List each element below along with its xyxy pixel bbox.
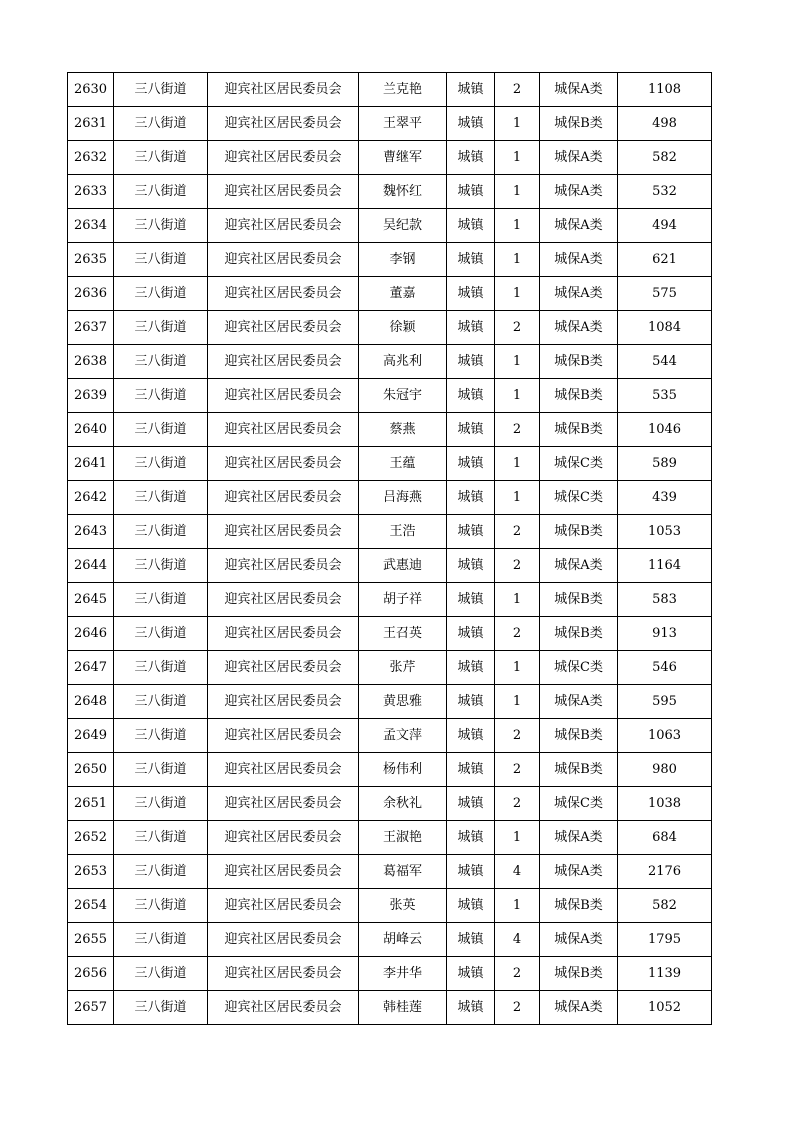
household-type-cell: 城镇 (447, 379, 495, 413)
row-number-cell: 2646 (68, 617, 114, 651)
row-number-cell: 2640 (68, 413, 114, 447)
name-cell: 武惠迪 (359, 549, 447, 583)
household-type-cell: 城镇 (447, 141, 495, 175)
name-cell: 吴纪款 (359, 209, 447, 243)
name-cell: 蔡燕 (359, 413, 447, 447)
amount-cell: 498 (618, 107, 712, 141)
household-type-cell: 城镇 (447, 923, 495, 957)
table-row (68, 923, 712, 957)
name-cell: 孟文萍 (359, 719, 447, 753)
amount-cell: 1084 (618, 311, 712, 345)
category-cell: 城保A类 (540, 549, 618, 583)
household-type-cell: 城镇 (447, 413, 495, 447)
community-cell: 迎宾社区居民委员会 (208, 719, 359, 753)
category-cell: 城保B类 (540, 515, 618, 549)
category-cell: 城保A类 (540, 243, 618, 277)
amount-cell: 595 (618, 685, 712, 719)
household-type-cell: 城镇 (447, 685, 495, 719)
person-count-cell: 1 (495, 821, 540, 855)
household-type-cell: 城镇 (447, 719, 495, 753)
household-type-cell: 城镇 (447, 175, 495, 209)
table-row (68, 243, 712, 277)
street-cell: 三八街道 (114, 345, 208, 379)
table-row (68, 311, 712, 345)
person-count-cell: 1 (495, 481, 540, 515)
name-cell: 胡子祥 (359, 583, 447, 617)
amount-cell: 494 (618, 209, 712, 243)
amount-cell: 2176 (618, 855, 712, 889)
street-cell: 三八街道 (114, 277, 208, 311)
name-cell: 王浩 (359, 515, 447, 549)
name-cell: 高兆利 (359, 345, 447, 379)
name-cell: 韩桂莲 (359, 991, 447, 1025)
table-row (68, 209, 712, 243)
table-row (68, 583, 712, 617)
amount-cell: 621 (618, 243, 712, 277)
household-type-cell: 城镇 (447, 651, 495, 685)
table-row (68, 787, 712, 821)
amount-cell: 589 (618, 447, 712, 481)
name-cell: 王蕴 (359, 447, 447, 481)
community-cell: 迎宾社区居民委员会 (208, 413, 359, 447)
community-cell: 迎宾社区居民委员会 (208, 379, 359, 413)
name-cell: 李井华 (359, 957, 447, 991)
row-number-cell: 2651 (68, 787, 114, 821)
street-cell: 三八街道 (114, 243, 208, 277)
row-number-cell: 2657 (68, 991, 114, 1025)
person-count-cell: 1 (495, 651, 540, 685)
household-type-cell: 城镇 (447, 209, 495, 243)
person-count-cell: 1 (495, 141, 540, 175)
community-cell: 迎宾社区居民委员会 (208, 481, 359, 515)
category-cell: 城保B类 (540, 345, 618, 379)
community-cell: 迎宾社区居民委员会 (208, 821, 359, 855)
person-count-cell: 2 (495, 413, 540, 447)
household-type-cell: 城镇 (447, 345, 495, 379)
person-count-cell: 1 (495, 583, 540, 617)
table-row (68, 73, 712, 107)
street-cell: 三八街道 (114, 515, 208, 549)
category-cell: 城保B类 (540, 617, 618, 651)
street-cell: 三八街道 (114, 175, 208, 209)
person-count-cell: 4 (495, 855, 540, 889)
person-count-cell: 1 (495, 889, 540, 923)
street-cell: 三八街道 (114, 549, 208, 583)
person-count-cell: 2 (495, 753, 540, 787)
street-cell: 三八街道 (114, 379, 208, 413)
household-type-cell: 城镇 (447, 855, 495, 889)
category-cell: 城保B类 (540, 107, 618, 141)
roster-table (67, 72, 712, 1025)
person-count-cell: 2 (495, 311, 540, 345)
community-cell: 迎宾社区居民委员会 (208, 651, 359, 685)
row-number-cell: 2648 (68, 685, 114, 719)
row-number-cell: 2649 (68, 719, 114, 753)
household-type-cell: 城镇 (447, 447, 495, 481)
category-cell: 城保A类 (540, 821, 618, 855)
person-count-cell: 1 (495, 379, 540, 413)
category-cell: 城保B类 (540, 957, 618, 991)
community-cell: 迎宾社区居民委员会 (208, 549, 359, 583)
name-cell: 张英 (359, 889, 447, 923)
community-cell: 迎宾社区居民委员会 (208, 311, 359, 345)
row-number-cell: 2636 (68, 277, 114, 311)
category-cell: 城保B类 (540, 753, 618, 787)
amount-cell: 532 (618, 175, 712, 209)
community-cell: 迎宾社区居民委员会 (208, 787, 359, 821)
row-number-cell: 2643 (68, 515, 114, 549)
amount-cell: 546 (618, 651, 712, 685)
street-cell: 三八街道 (114, 617, 208, 651)
person-count-cell: 2 (495, 719, 540, 753)
person-count-cell: 2 (495, 549, 540, 583)
amount-cell: 535 (618, 379, 712, 413)
community-cell: 迎宾社区居民委员会 (208, 209, 359, 243)
table-row (68, 549, 712, 583)
household-type-cell: 城镇 (447, 821, 495, 855)
name-cell: 胡峰云 (359, 923, 447, 957)
community-cell: 迎宾社区居民委员会 (208, 617, 359, 651)
table-row (68, 651, 712, 685)
table-row (68, 107, 712, 141)
row-number-cell: 2635 (68, 243, 114, 277)
category-cell: 城保A类 (540, 991, 618, 1025)
household-type-cell: 城镇 (447, 957, 495, 991)
category-cell: 城保B类 (540, 413, 618, 447)
row-number-cell: 2639 (68, 379, 114, 413)
amount-cell: 582 (618, 889, 712, 923)
category-cell: 城保C类 (540, 481, 618, 515)
household-type-cell: 城镇 (447, 515, 495, 549)
table-row (68, 617, 712, 651)
street-cell: 三八街道 (114, 413, 208, 447)
table-row (68, 447, 712, 481)
person-count-cell: 2 (495, 787, 540, 821)
community-cell: 迎宾社区居民委员会 (208, 957, 359, 991)
row-number-cell: 2644 (68, 549, 114, 583)
street-cell: 三八街道 (114, 855, 208, 889)
person-count-cell: 1 (495, 447, 540, 481)
name-cell: 张芹 (359, 651, 447, 685)
category-cell: 城保A类 (540, 311, 618, 345)
street-cell: 三八街道 (114, 209, 208, 243)
person-count-cell: 2 (495, 957, 540, 991)
row-number-cell: 2653 (68, 855, 114, 889)
community-cell: 迎宾社区居民委员会 (208, 923, 359, 957)
name-cell: 王淑艳 (359, 821, 447, 855)
community-cell: 迎宾社区居民委员会 (208, 991, 359, 1025)
row-number-cell: 2630 (68, 73, 114, 107)
table-row (68, 481, 712, 515)
amount-cell: 684 (618, 821, 712, 855)
category-cell: 城保A类 (540, 175, 618, 209)
community-cell: 迎宾社区居民委员会 (208, 753, 359, 787)
category-cell: 城保B类 (540, 889, 618, 923)
row-number-cell: 2654 (68, 889, 114, 923)
household-type-cell: 城镇 (447, 549, 495, 583)
row-number-cell: 2633 (68, 175, 114, 209)
category-cell: 城保A类 (540, 685, 618, 719)
name-cell: 魏怀红 (359, 175, 447, 209)
name-cell: 董嘉 (359, 277, 447, 311)
row-number-cell: 2641 (68, 447, 114, 481)
name-cell: 吕海燕 (359, 481, 447, 515)
amount-cell: 583 (618, 583, 712, 617)
table-row (68, 413, 712, 447)
street-cell: 三八街道 (114, 923, 208, 957)
category-cell: 城保A类 (540, 923, 618, 957)
name-cell: 葛福军 (359, 855, 447, 889)
person-count-cell: 1 (495, 209, 540, 243)
street-cell: 三八街道 (114, 753, 208, 787)
table-row (68, 685, 712, 719)
person-count-cell: 2 (495, 617, 540, 651)
table-row (68, 957, 712, 991)
person-count-cell: 1 (495, 685, 540, 719)
street-cell: 三八街道 (114, 889, 208, 923)
household-type-cell: 城镇 (447, 753, 495, 787)
street-cell: 三八街道 (114, 991, 208, 1025)
row-number-cell: 2642 (68, 481, 114, 515)
category-cell: 城保C类 (540, 651, 618, 685)
community-cell: 迎宾社区居民委员会 (208, 447, 359, 481)
street-cell: 三八街道 (114, 821, 208, 855)
street-cell: 三八街道 (114, 73, 208, 107)
household-type-cell: 城镇 (447, 787, 495, 821)
name-cell: 兰克艳 (359, 73, 447, 107)
name-cell: 李钢 (359, 243, 447, 277)
community-cell: 迎宾社区居民委员会 (208, 855, 359, 889)
category-cell: 城保B类 (540, 719, 618, 753)
street-cell: 三八街道 (114, 685, 208, 719)
street-cell: 三八街道 (114, 787, 208, 821)
amount-cell: 439 (618, 481, 712, 515)
amount-cell: 544 (618, 345, 712, 379)
household-type-cell: 城镇 (447, 617, 495, 651)
roster-body (68, 73, 712, 1025)
street-cell: 三八街道 (114, 141, 208, 175)
category-cell: 城保A类 (540, 209, 618, 243)
community-cell: 迎宾社区居民委员会 (208, 345, 359, 379)
row-number-cell: 2634 (68, 209, 114, 243)
amount-cell: 1164 (618, 549, 712, 583)
amount-cell: 1795 (618, 923, 712, 957)
name-cell: 王召英 (359, 617, 447, 651)
category-cell: 城保C类 (540, 787, 618, 821)
community-cell: 迎宾社区居民委员会 (208, 277, 359, 311)
household-type-cell: 城镇 (447, 107, 495, 141)
row-number-cell: 2652 (68, 821, 114, 855)
name-cell: 徐颖 (359, 311, 447, 345)
amount-cell: 1052 (618, 991, 712, 1025)
table-row (68, 345, 712, 379)
table-row (68, 719, 712, 753)
street-cell: 三八街道 (114, 447, 208, 481)
table-row (68, 821, 712, 855)
name-cell: 王翠平 (359, 107, 447, 141)
row-number-cell: 2637 (68, 311, 114, 345)
row-number-cell: 2631 (68, 107, 114, 141)
street-cell: 三八街道 (114, 719, 208, 753)
name-cell: 余秋礼 (359, 787, 447, 821)
name-cell: 杨伟利 (359, 753, 447, 787)
amount-cell: 1139 (618, 957, 712, 991)
row-number-cell: 2632 (68, 141, 114, 175)
street-cell: 三八街道 (114, 957, 208, 991)
street-cell: 三八街道 (114, 481, 208, 515)
community-cell: 迎宾社区居民委员会 (208, 685, 359, 719)
row-number-cell: 2650 (68, 753, 114, 787)
amount-cell: 1108 (618, 73, 712, 107)
amount-cell: 1053 (618, 515, 712, 549)
table-row (68, 515, 712, 549)
person-count-cell: 1 (495, 345, 540, 379)
community-cell: 迎宾社区居民委员会 (208, 889, 359, 923)
row-number-cell: 2655 (68, 923, 114, 957)
table-row (68, 991, 712, 1025)
household-type-cell: 城镇 (447, 481, 495, 515)
household-type-cell: 城镇 (447, 277, 495, 311)
street-cell: 三八街道 (114, 583, 208, 617)
amount-cell: 575 (618, 277, 712, 311)
community-cell: 迎宾社区居民委员会 (208, 73, 359, 107)
person-count-cell: 1 (495, 107, 540, 141)
community-cell: 迎宾社区居民委员会 (208, 107, 359, 141)
community-cell: 迎宾社区居民委员会 (208, 583, 359, 617)
amount-cell: 582 (618, 141, 712, 175)
amount-cell: 1063 (618, 719, 712, 753)
table-row (68, 141, 712, 175)
name-cell: 曹继军 (359, 141, 447, 175)
community-cell: 迎宾社区居民委员会 (208, 141, 359, 175)
amount-cell: 913 (618, 617, 712, 651)
table-row (68, 753, 712, 787)
community-cell: 迎宾社区居民委员会 (208, 175, 359, 209)
table-row (68, 277, 712, 311)
name-cell: 朱冠宇 (359, 379, 447, 413)
person-count-cell: 1 (495, 243, 540, 277)
category-cell: 城保A类 (540, 73, 618, 107)
household-type-cell: 城镇 (447, 73, 495, 107)
household-type-cell: 城镇 (447, 311, 495, 345)
category-cell: 城保A类 (540, 855, 618, 889)
table-row (68, 379, 712, 413)
street-cell: 三八街道 (114, 311, 208, 345)
street-cell: 三八街道 (114, 107, 208, 141)
category-cell: 城保C类 (540, 447, 618, 481)
category-cell: 城保B类 (540, 379, 618, 413)
household-type-cell: 城镇 (447, 991, 495, 1025)
name-cell: 黄思雅 (359, 685, 447, 719)
row-number-cell: 2656 (68, 957, 114, 991)
household-type-cell: 城镇 (447, 243, 495, 277)
community-cell: 迎宾社区居民委员会 (208, 515, 359, 549)
household-type-cell: 城镇 (447, 583, 495, 617)
row-number-cell: 2647 (68, 651, 114, 685)
table-row (68, 175, 712, 209)
person-count-cell: 2 (495, 991, 540, 1025)
category-cell: 城保A类 (540, 141, 618, 175)
person-count-cell: 1 (495, 175, 540, 209)
amount-cell: 980 (618, 753, 712, 787)
person-count-cell: 4 (495, 923, 540, 957)
person-count-cell: 1 (495, 277, 540, 311)
household-type-cell: 城镇 (447, 889, 495, 923)
row-number-cell: 2638 (68, 345, 114, 379)
category-cell: 城保B类 (540, 583, 618, 617)
amount-cell: 1046 (618, 413, 712, 447)
person-count-cell: 2 (495, 515, 540, 549)
category-cell: 城保A类 (540, 277, 618, 311)
amount-cell: 1038 (618, 787, 712, 821)
row-number-cell: 2645 (68, 583, 114, 617)
community-cell: 迎宾社区居民委员会 (208, 243, 359, 277)
table-row (68, 889, 712, 923)
street-cell: 三八街道 (114, 651, 208, 685)
person-count-cell: 2 (495, 73, 540, 107)
table-row (68, 855, 712, 889)
